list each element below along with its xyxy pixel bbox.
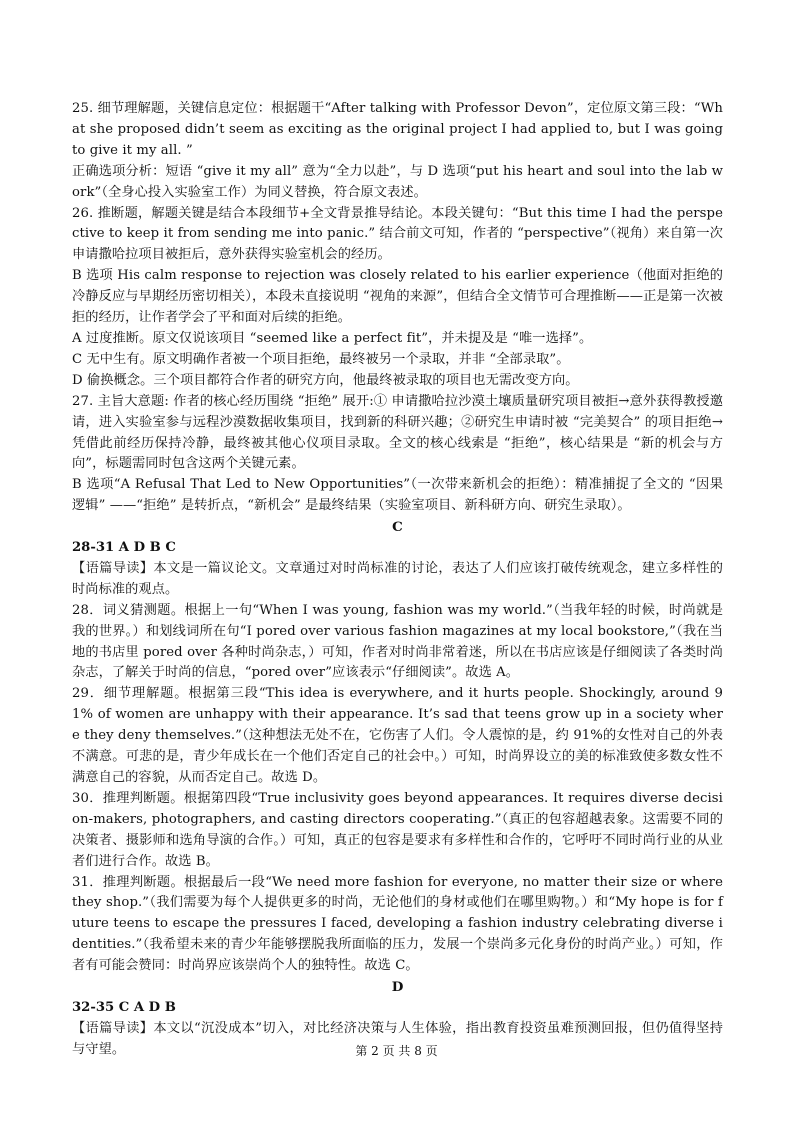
- paragraph: 30．推理判断题。根据第四段“True inclusivity goes beyond appearances. It requires diverse decision-makers, photographers, and casting directors cooperating.”（真正的包容超越表象。这需要不同的决策者、摄影师和选角导演的合作。）可知，真正的包容是要求有多样性和合作的，它呼吁不同时尚行业的从业者们进行合作。故选 B。: [72, 790, 723, 869]
- paragraph: D 偷换概念。三个项目都符合作者的研究方向，他最终被录取的项目也无需改变方向。: [72, 372, 579, 388]
- paragraph: B 选项 His calm response to rejection was closely related to his earlier experience（他面对拒绝的冷静反应与早期经历密切相关），本段未直接说明 “视角的来源”，但结合全文情节可合理推断——正是第一次被拒的经历，让作者学会了平和面对后续的拒绝。: [72, 268, 723, 326]
- paragraph: C 无中生有。原文明确作者被一个项目拒绝，最终被另一个录取，并非 “全部录取”。: [72, 351, 570, 367]
- paragraph: 【语篇导读】本文以“沉没成本”切入，对比经济决策与人生体验，指出教育投资虽难预测回报，但仍值得坚持与守望。: [72, 1020, 723, 1057]
- answer-key: 32-35 C A D B: [72, 999, 176, 1015]
- section-heading: C: [392, 519, 403, 536]
- paragraph: 28．词义猜测题。根据上一句“When I was young, fashion was my world.”（当我年轻的时候，时尚就是我的世界。）和划线词所在句“I pored over various fashion magazines at my local bookstore,”（我在当地的书店里 pored over 各种时尚杂志，）可知，作者对时尚非常着迷，所以在书店应该是仔细阅读了各类时尚杂志，了解关于时尚的信息，“pored over”应该表示“仔细阅读”。故选 A。: [72, 602, 723, 681]
- paragraph: A 过度推断。原文仅说该项目 “seemed like a perfect fit”，并未提及是 “唯一选择”。: [72, 330, 593, 346]
- paragraph: 27. 主旨大意题: 作者的核心经历围绕 “拒绝” 展开:① 申请撒哈拉沙漠土壤质量研究项目被拒→意外获得教授邀请，进入实验室参与远程沙漠数据收集项目，找到新的科研兴趣；②研究生申请时被 “完美契合” 的项目拒绝→凭借此前经历保持冷静，最终被其他心仪项目录取。全文的核心线索是 “拒绝”，核心结果是 “新的机会与方向”，标题需同时包含这两个关键元素。: [72, 393, 723, 472]
- document-body: [72, 99, 723, 1061]
- paragraph: 31．推理判断题。根据最后一段“We need more fashion for everyone, no matter their size or where they shop.”（我们需要为每个人提供更多的时尚，无论他们的身材或他们在哪里购物。）和“My hope is for future teens to escape the pressures I faced, developing a fashion industry celebrating diverse identities.”（我希望未来的青少年能够摆脱我所面临的压力，发展一个崇尚多元化身份的时尚产业。）可知，作者有可能会赞同：时尚界应该崇尚个人的独特性。故选 C。: [72, 874, 723, 974]
- paragraph: 26. 推断题，解题关键是结合本段细节+全文背景推导结论。本段关键句：“But this time I had the perspective to keep it from sending me into panic.” 结合前文可知，作者的 “perspective”（视角）来自第一次申请撒哈拉项目被拒后，意外获得实验室机会的经历。: [72, 205, 723, 263]
- paragraph: 正确选项分析：短语 “give it my all” 意为“全力以赴”，与 D 选项“put his heart and soul into the lab work”（全身心投入实验室工作）为同义替换，符合原文表述。: [72, 163, 723, 200]
- section-heading: D: [391, 979, 404, 996]
- page-footer: 第 2 页 共 8 页: [355, 1044, 438, 1058]
- paragraph: 25. 细节理解题，关键信息定位：根据题干“After talking with Professor Devon”，定位原文第三段：“What she proposed didn’t seem as exciting as the original project I had applied to, but I was going to give it my all. ”: [72, 101, 723, 158]
- paragraph: 【语篇导读】本文是一篇议论文。文章通过对时尚标准的讨论，表达了人们应该打破传统观念，建立多样性的时尚标准的观点。: [72, 560, 723, 597]
- paragraph: 29．细节理解题。根据第三段“This idea is everywhere, and it hurts people. Shockingly, around 91% of women are unhappy with their appearance. It’s sad that teens grow up in a society where they deny themselves.”（这种想法无处不在，它伤害了人们。令人震惊的是，约 91%的女性对自己的外表不满意。可悲的是，青少年成长在一个他们否定自己的社会中。）可知，时尚界设立的美的标准致使多数女性不满意自己的容貌，从而否定自己。故选 D。: [72, 686, 723, 785]
- answer-key: 28-31 A D B C: [72, 540, 176, 556]
- paragraph: B 选项“A Refusal That Led to New Opportunities”（一次带来新机会的拒绝）：精准捕捉了全文的 “因果逻辑” ——“拒绝” 是转折点，“新机会” 是最终结果（实验室项目、新科研方向、研究生录取）。: [72, 477, 723, 514]
